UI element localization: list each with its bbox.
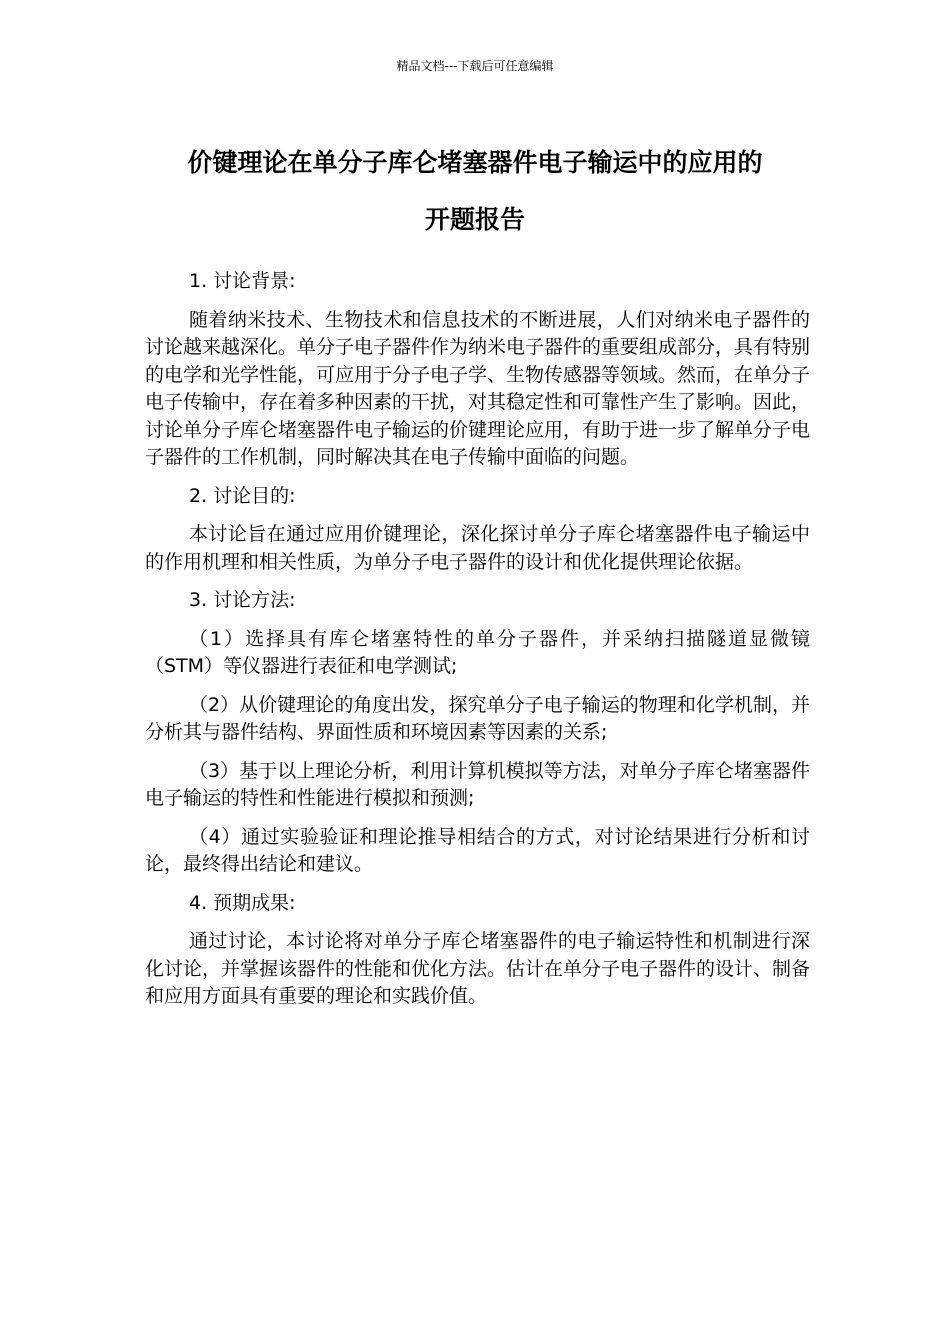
section-paragraph-purpose: 本讨论旨在通过应用价键理论，深化探讨单分子库仑堵塞器件电子输运中的作用机理和相关性质，为单分子电子器件的设计和优化提供理论依据。	[145, 523, 810, 573]
title-line-1: 价键理论在单分子库仑堵塞器件电子输运中的应用的	[187, 148, 763, 177]
method-item-3: （3）基于以上理论分析，利用计算机模拟等方法，对单分子库仑堵塞器件电子输运的特性和性能进行模拟和预测;	[145, 759, 810, 809]
section-heading-purpose: 2. 讨论目的:	[189, 484, 296, 507]
title-line-2: 开题报告	[424, 205, 525, 234]
page-header: 精品文档---下载后可任意编辑	[396, 59, 554, 73]
section-heading-method: 3. 讨论方法:	[189, 589, 296, 611]
section-heading-results: 4. 预期成果:	[189, 891, 296, 914]
method-item-2: （2）从价键理论的角度出发，探究单分子电子输运的物理和化学机制，并分析其与器件结构、界面性质和环境因素等因素的关系;	[145, 693, 810, 743]
section-paragraph-background: 随着纳米技术、生物技术和信息技术的不断进展，人们对纳米电子器件的讨论越来越深化。单分子电子器件作为纳米电子器件的重要组成部分，具有特别的电学和光学性能，可应用于分子电子学、生物传感器等领域。然而，在单分子电子传输中，存在着多种因素的干扰，对其稳定性和可靠性产生了影响。因此，讨论单分子库仑堵塞器件电子输运的价键理论应用，有助于进一步了解单分子电子器件的工作机制，同时解决其在电子传输中面临的问题。	[145, 308, 811, 468]
section-paragraph-results: 通过讨论，本讨论将对单分子库仑堵塞器件的电子输运特性和机制进行深化讨论，并掌握该器件的性能和优化方法。估计在单分子电子器件的设计、制备和应用方面具有重要的理论和实践价值。	[145, 930, 811, 1007]
document-title	[140, 134, 810, 248]
section-heading-background: 1. 讨论背景:	[189, 270, 296, 292]
method-item-1: （1）选择具有库仑堵塞特性的单分子器件，并采纳扫描隧道显微镜（STM）等仪器进行表征和电学测试;	[145, 627, 810, 677]
method-item-4: （4）通过实验验证和理论推导相结合的方式，对讨论结果进行分析和讨论，最终得出结论和建议。	[145, 825, 810, 875]
document-body	[145, 268, 810, 1022]
